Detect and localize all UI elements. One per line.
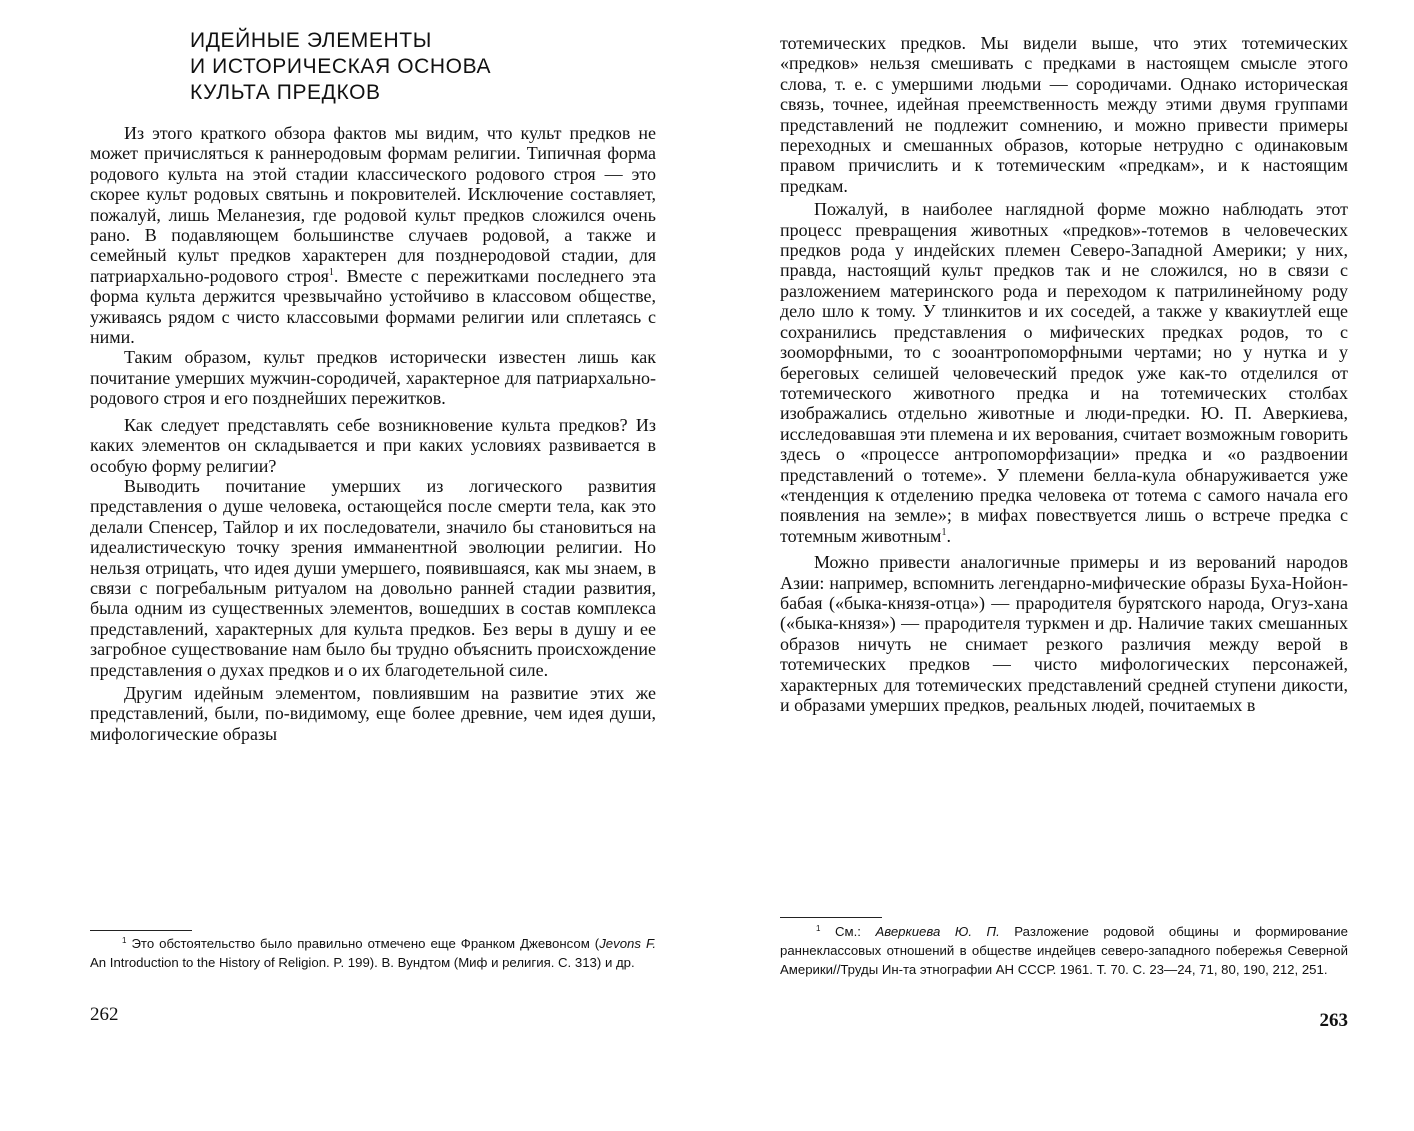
footnote-separator: [780, 917, 882, 918]
footnote-author: Jevons F.: [599, 936, 656, 951]
paragraph: Как следует представлять себе возникновение культа предков? Из каких элементов он складывается и при каких условиях развивается в особую форму религии?: [90, 414, 656, 476]
paragraph: [780, 199, 1348, 546]
paragraph: Выводить почитание умерших из логического развития представления о душе человека, остающейся после смерти тела, как это делали Спенсер, Тайлор и их последователи, значило бы становиться на идеалистическую точку зрения имманентной эволюции религии. Но нельзя отрицать, что идея души умершего, появившаяся, как мы знаем, в связи с погребальным ритуалом на довольно ранней стадии развития, была одним из существенных элементов, вошедших в состав комплекса представлений, характерных для культа предков. Без веры в душу и ее загробное существование нам было бы трудно объяснить происхождение представления о духах предков и о их благодетельной силе.: [90, 475, 656, 680]
paragraph: [90, 123, 656, 347]
footnote-text: An Introduction to the History of Religion. P. 199). В. Вундтом (Миф и религия. С. 313) и др.: [90, 955, 635, 970]
footnote-mark: 1: [122, 936, 127, 945]
footnote-text: Разложение родовой общины и формирование раннеклассовых отношений в обществе индейцев северо-западного побережья Северной Америки//Труды Ин-та этнографии АН СССР. 1961. Т. 70. С. 23—24, 71, 80, 190, 212, 251.: [780, 924, 1348, 977]
paragraph-text: .: [946, 525, 951, 546]
chapter-title-line: ИДЕЙНЫЕ ЭЛЕМЕНТЫ: [190, 29, 432, 52]
paragraph: тотемических предков. Мы видели выше, что этих тотемических «предков» нельзя смешивать с предками в настоящем смысле этого слова, т. е. с умершими людьми — сородичами. Однако историческая связь, точнее, идейная преемственность между этими двумя группами представлений не подлежит сомнению, и можно привести примеры переходных и смешанных образов, которые нетрудно с одинаковым правом причислить и к тотемическим «предкам», и к настоящим предкам.: [780, 33, 1348, 196]
paragraph-text: Пожалуй, в наиболее наглядной форме можно наблюдать этот процесс превращения животных «предков»-тотемов в человеческих предков рода у индейских племен Северо-Западной Америки; у них, правда, настоящий культ предков так и не сложился, но в связи с разложением материнского рода и переходом к патрилинейному роду дело шло к тому. У тлинкитов и их соседей, а также у квакиутлей еще сохранились представления о мифических предках родов, то с зооморфными, то с зооантропоморфными чертами; но у нутка и у береговых селишей человеческий предок уже как-то отделился от тотемического животного предка и на тотемических столбах изображались отдельно животные и люди-предки. Ю. П. Аверкиева, исследовавшая эти племена и их верования, считает возможным говорить здесь о «процессе антропоморфизации» предка и «о раздвоении представлений о тотеме». У племени белла-кула обнаруживается уже «тенденция к отделению предка человека от тотема с самого начала его появления на земле»; в мифах повествуется лишь о встрече предка с тотемным животным: [780, 199, 1348, 546]
page-number: 262: [90, 1004, 119, 1025]
paragraph: Можно привести аналогичные примеры и из верований народов Азии: например, вспомнить легендарно-мифические образы Буха-Нойон-бабая («быка-князя-отца») — прародителя бурятского народа, Огуз-хана («быка-князя») — прародителя туркмен и др. Наличие таких смешанных образов ничуть не снимает резкого различия между верой в тотемических предков — чисто мифологических персонажей, характерных для тотемических представлений средней ступени дикости, и образами умерших предков, реальных людей, почитаемых в: [780, 552, 1348, 715]
chapter-title-line: И ИСТОРИЧЕСКАЯ ОСНОВА: [190, 55, 492, 78]
paragraph: Другим идейным элементом, повлиявшим на развитие этих же представлений, были, по-видимому, еще более древние, чем идея души, мифологические образы: [90, 682, 656, 744]
footnote-separator: [90, 930, 192, 931]
footnote-text: Это обстоятельство было правильно отмечено еще Франком Джевонсом (: [131, 936, 600, 951]
left-body-text: [90, 123, 656, 744]
right-body-text: [780, 33, 1348, 715]
paragraph: Таким образом, культ предков исторически известен лишь как почитание умерших мужчин-сородичей, характерное для патриархально-родового строя и его позднейших пережитков.: [90, 347, 656, 409]
paragraph-text: Из этого краткого обзора фактов мы видим, что культ предков не может причисляться к раннеродовым формам религии. Типичная форма родового культа на этой стадии классического родового строя — это скорее культ родовых святынь и покровителей. Исключение составляет, пожалуй, лишь Меланезия, где родовой культ предков сложился очень рано. В подавляющем большинстве случаев родовой, а также и семейный культ предков характерен для позднеродовой стадии, для патриархально-родового строя: [90, 123, 656, 286]
footnote-text: См.:: [834, 924, 876, 939]
chapter-title-line: КУЛЬТА ПРЕДКОВ: [190, 81, 381, 104]
chapter-title: [190, 28, 491, 106]
footnote-author: Аверкиева Ю. П.: [875, 924, 1000, 939]
footnote: [90, 934, 656, 972]
footnote-ref: 1: [941, 526, 947, 538]
page-number: 263: [1319, 1010, 1348, 1031]
paragraph-text: . Вместе с пережитками последнего эта форма культа держится чрезвычайно устойчиво в классовом обществе, уживаясь рядом с чисто классовыми формами религии или сплетаясь с ними.: [90, 265, 656, 348]
footnote-mark: 1: [816, 924, 821, 933]
footnote: [780, 922, 1348, 979]
footnote-ref: 1: [328, 266, 334, 278]
